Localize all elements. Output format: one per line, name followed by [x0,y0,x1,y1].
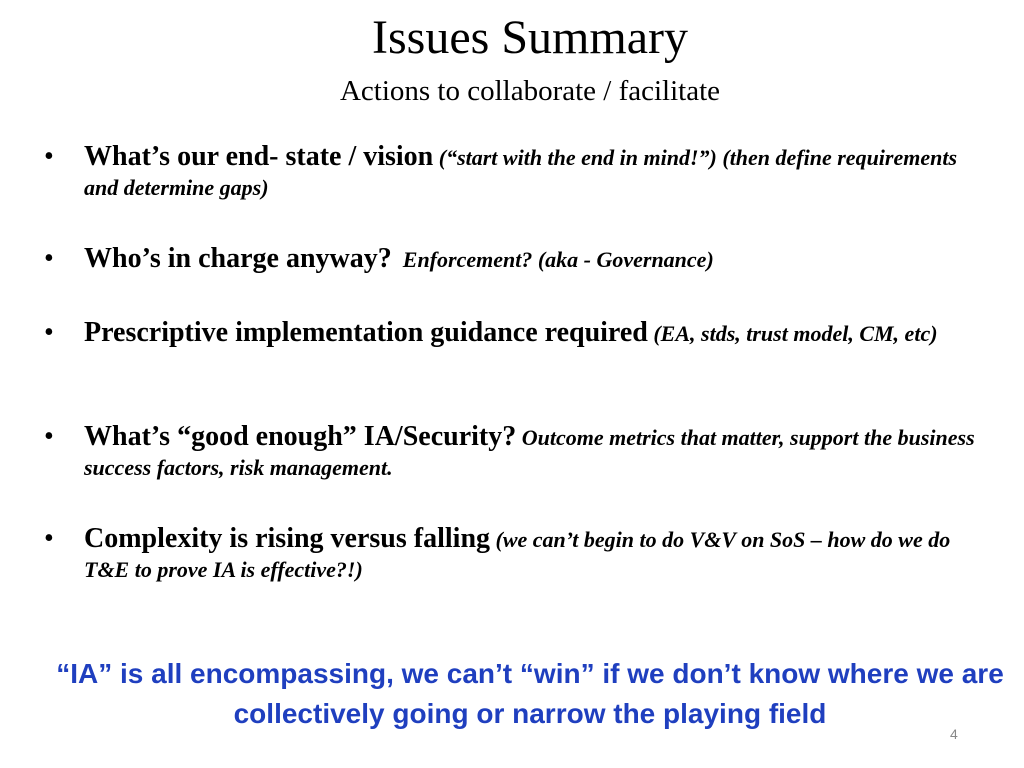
bullet-item-guidance [44,317,984,349]
bullet-note-text: (we can’t begin to do V&V on SoS – how do we do T&E to prove IA is effective?!) [84,527,951,582]
slide-subtitle: Actions to collaborate / facilitate [339,75,721,107]
bullet-main-text: Prescriptive implementation guidance required [84,317,648,348]
bullet-item-complexity [44,523,984,585]
bullet-item-good-enough [44,421,984,483]
bullet-note-text: (“start with the end in mind!”) (then define requirements and determine gaps) [84,145,958,200]
bullet-marker: • [44,141,54,172]
bullet-main-text: What’s our end- state / vision [84,141,434,172]
bullet-item-vision [44,141,984,203]
bullet-marker: • [44,421,54,452]
bullet-note-text: Enforcement? (aka - Governance) [402,247,714,272]
bullet-marker: • [44,317,54,348]
bullet-note-text: Outcome metrics that matter, support the business success factors, risk management. [84,425,975,480]
bullet-main-text: What’s “good enough” IA/Security? [84,421,517,452]
slide-title: Issues Summary [372,11,688,64]
bullet-marker: • [44,243,54,274]
bullet-note-text: (EA, stds, trust model, CM, etc) [653,321,938,346]
bullet-marker: • [44,523,54,554]
callout-statement: “IA” is all encompassing, we can’t “win” if we don’t know where we are collectively going or narrow the playing field [56,658,1004,729]
page-number: 4 [950,726,958,742]
bullet-item-governance [44,243,984,275]
bullet-main-text: Who’s in charge anyway? [84,243,392,274]
bullet-main-text: Complexity is rising versus falling [84,523,491,554]
